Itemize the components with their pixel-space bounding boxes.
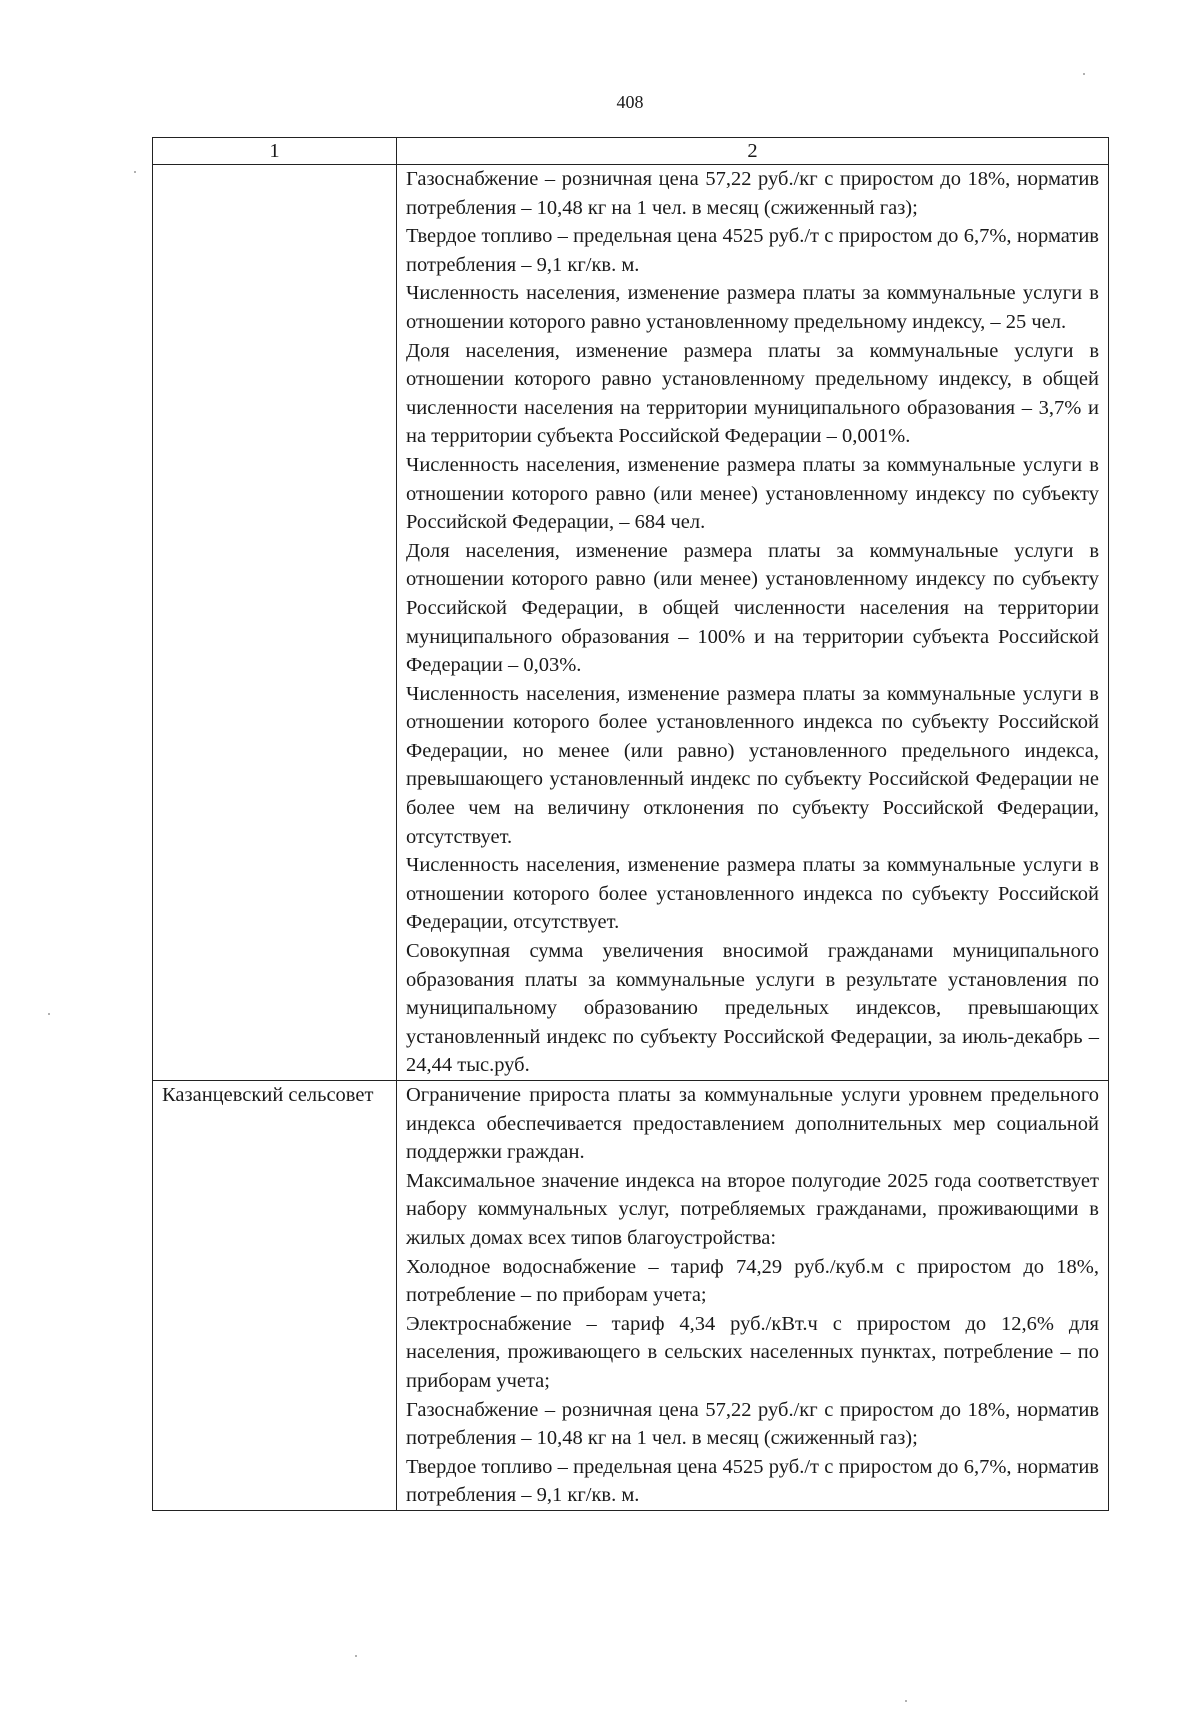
paragraph: Численность населения, изменение размера платы за коммунальные услуги в отношении которого равно установленному предельному индексу, – 25 чел. — [406, 282, 1099, 333]
scan-speck — [1083, 73, 1085, 75]
scan-speck — [355, 1655, 357, 1657]
paragraph: Газоснабжение – розничная цена 57,22 руб./кг с приростом до 18%, норматив потребления – 10,48 кг на 1 чел. в месяц (сжиженный газ); — [406, 168, 1099, 219]
column-header-2: 2 — [397, 138, 1109, 165]
paragraph: Холодное водоснабжение – тариф 74,29 руб./куб.м с приростом до 18%, потребление – по приборам учета; — [406, 1255, 1099, 1307]
paragraph: Максимальное значение индекса на второе полугодие 2025 года соответствует набору коммунальных услуг, потребляемых гражданами, проживающими в жилых домах всех типов благоустройства: — [406, 1169, 1099, 1249]
paragraph: Газоснабжение – розничная цена 57,22 руб./кг с приростом до 18%, норматив потребления – 10,48 кг на 1 чел. в месяц (сжиженный газ); — [406, 1398, 1099, 1450]
page-number: 408 — [616, 92, 644, 112]
paragraph: Совокупная сумма увеличения вносимой гражданами муниципального образования платы за коммунальные услуги в результате установления по муниципальному образованию предельных индексов, превышающих установленный индекс по субъекту Российской Федерации, за июль-декабрь – 24,44 тыс.руб. — [406, 940, 1099, 1077]
description-cell — [397, 165, 1109, 1081]
table-row — [153, 1081, 1109, 1511]
table-row — [153, 165, 1109, 1081]
column-header-1: 1 — [153, 138, 397, 165]
scan-speck — [48, 1013, 50, 1015]
description-cell — [397, 1081, 1109, 1511]
paragraph: Численность населения, изменение размера платы за коммунальные услуги в отношении которого более установленного индекса по субъекту Российской Федерации, но менее (или равно) установленного предельного индекса, превышающего установленный индекс по субъекту Российской Федерации не более чем на величину отклонения по субъекту Российской Федерации, отсутствует. — [406, 682, 1099, 848]
paragraph: Доля населения, изменение размера платы за коммунальные услуги в отношении которого равно (или менее) установленному индексу по субъекту Российской Федерации, в общей численности населения на территории муниципального образования – 100% и на территории субъекта Российской Федерации – 0,03%. — [406, 539, 1099, 677]
table-header-row — [153, 138, 1109, 165]
paragraph: Твердое топливо – предельная цена 4525 руб./т с приростом до 6,7%, норматив потребления – 9,1 кг/кв. м. — [406, 1455, 1099, 1507]
municipality-name-cell: Казанцевский сельсовет — [153, 1081, 397, 1511]
paragraph: Электроснабжение – тариф 4,34 руб./кВт.ч с приростом до 12,6% для населения, проживающего в сельских населенных пунктах, потребление – по приборам учета; — [406, 1312, 1099, 1392]
scan-speck — [134, 171, 136, 173]
paragraph: Численность населения, изменение размера платы за коммунальные услуги в отношении которого более установленного индекса по субъекту Российской Федерации, отсутствует. — [406, 854, 1099, 934]
paragraph: Твердое топливо – предельная цена 4525 руб./т с приростом до 6,7%, норматив потребления – 9,1 кг/кв. м. — [406, 225, 1099, 276]
municipality-name-cell — [153, 165, 397, 1081]
scan-speck — [905, 1700, 907, 1702]
document-table — [152, 137, 1109, 1511]
paragraph: Численность населения, изменение размера платы за коммунальные услуги в отношении которого равно (или менее) установленному индексу по субъекту Российской Федерации, – 684 чел. — [406, 453, 1099, 534]
paragraph: Доля населения, изменение размера платы за коммунальные услуги в отношении которого равно установленному предельному индексу, в общей численности населения на территории муниципального образования – 3,7% и на территории субъекта Российской Федерации – 0,001%. — [406, 339, 1099, 448]
paragraph: Ограничение прироста платы за коммунальные услуги уровнем предельного индекса обеспечивается предоставлением дополнительных мер социальной поддержки граждан. — [406, 1084, 1099, 1164]
